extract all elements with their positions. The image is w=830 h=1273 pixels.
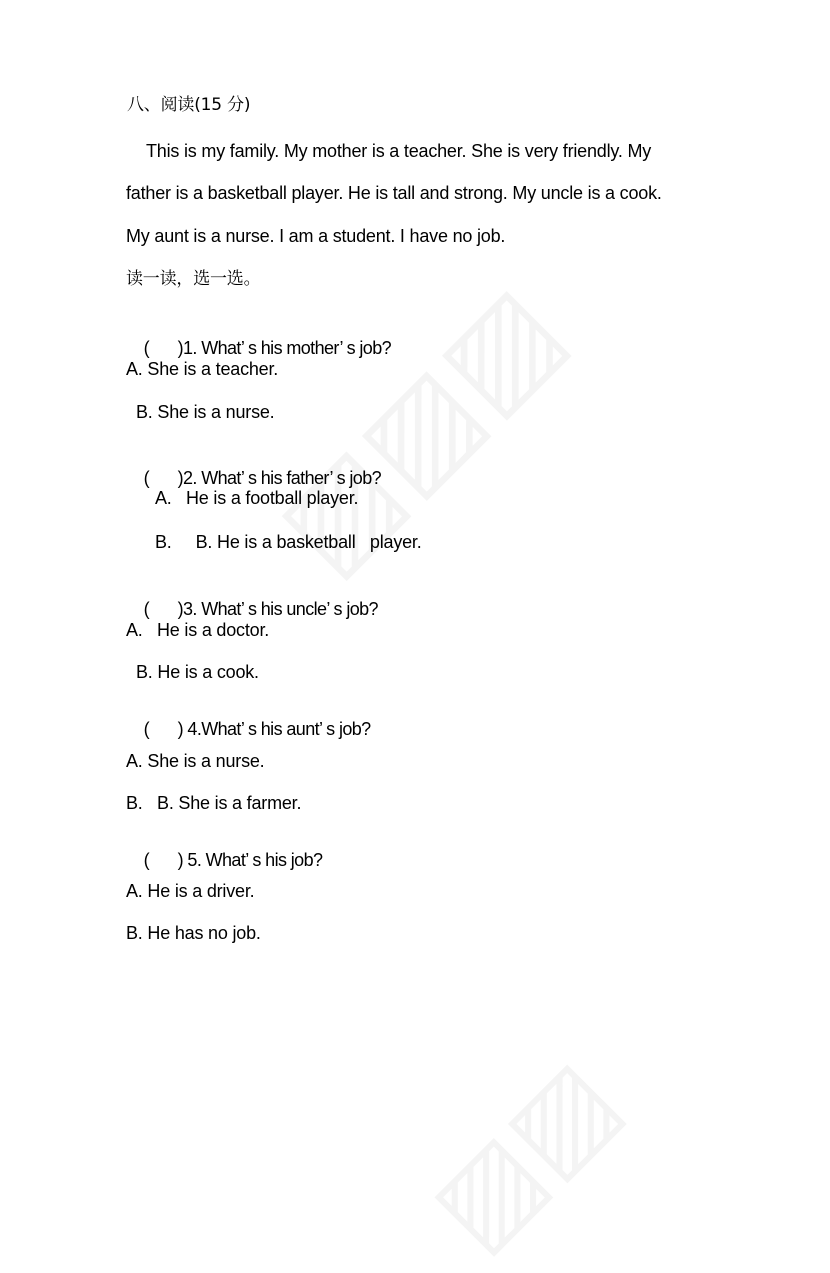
passage-line: My aunt is a nurse. I am a student. I have no job. — [126, 226, 506, 246]
option: B. B. He is a basketball player. — [155, 532, 422, 552]
answer-blank[interactable]: ( — [143, 719, 150, 739]
watermark — [405, 1035, 642, 1272]
option: B. B. She is a farmer. — [126, 793, 302, 813]
passage-line: This is my family. My mother is a teacher. She is very friendly. My — [146, 141, 652, 161]
passage-line: father is a basketball player. He is tall and strong. My uncle is a cook. — [126, 183, 662, 203]
option: B. She is a nurse. — [136, 402, 275, 422]
option: B. He has no job. — [126, 923, 261, 943]
question-text: )3. What’ s his uncle’ s job? — [177, 599, 378, 619]
option: A. He is a driver. — [126, 881, 255, 901]
instruction: 读一读，选一选。 — [126, 269, 261, 289]
question-text: ) 4.What’ s his aunt’ s job? — [177, 719, 371, 739]
option: A. He is a doctor. — [126, 620, 270, 640]
answer-blank[interactable]: ( — [143, 468, 150, 488]
answer-blank[interactable]: ( — [143, 850, 150, 870]
question-text: )1. What’ s his mother’ s job? — [177, 338, 392, 358]
option: A. She is a teacher. — [126, 359, 279, 379]
section-heading: 八、阅读(15 分) — [127, 95, 251, 115]
option: B. He is a cook. — [136, 662, 259, 682]
option: A. He is a football player. — [155, 488, 359, 508]
option: A. She is a nurse. — [126, 751, 265, 771]
question-text: )2. What’ s his father’ s job? — [177, 468, 382, 488]
answer-blank[interactable]: ( — [143, 599, 150, 619]
answer-blank[interactable]: ( — [143, 338, 150, 358]
question-text: ) 5. What’ s his job? — [177, 850, 323, 870]
